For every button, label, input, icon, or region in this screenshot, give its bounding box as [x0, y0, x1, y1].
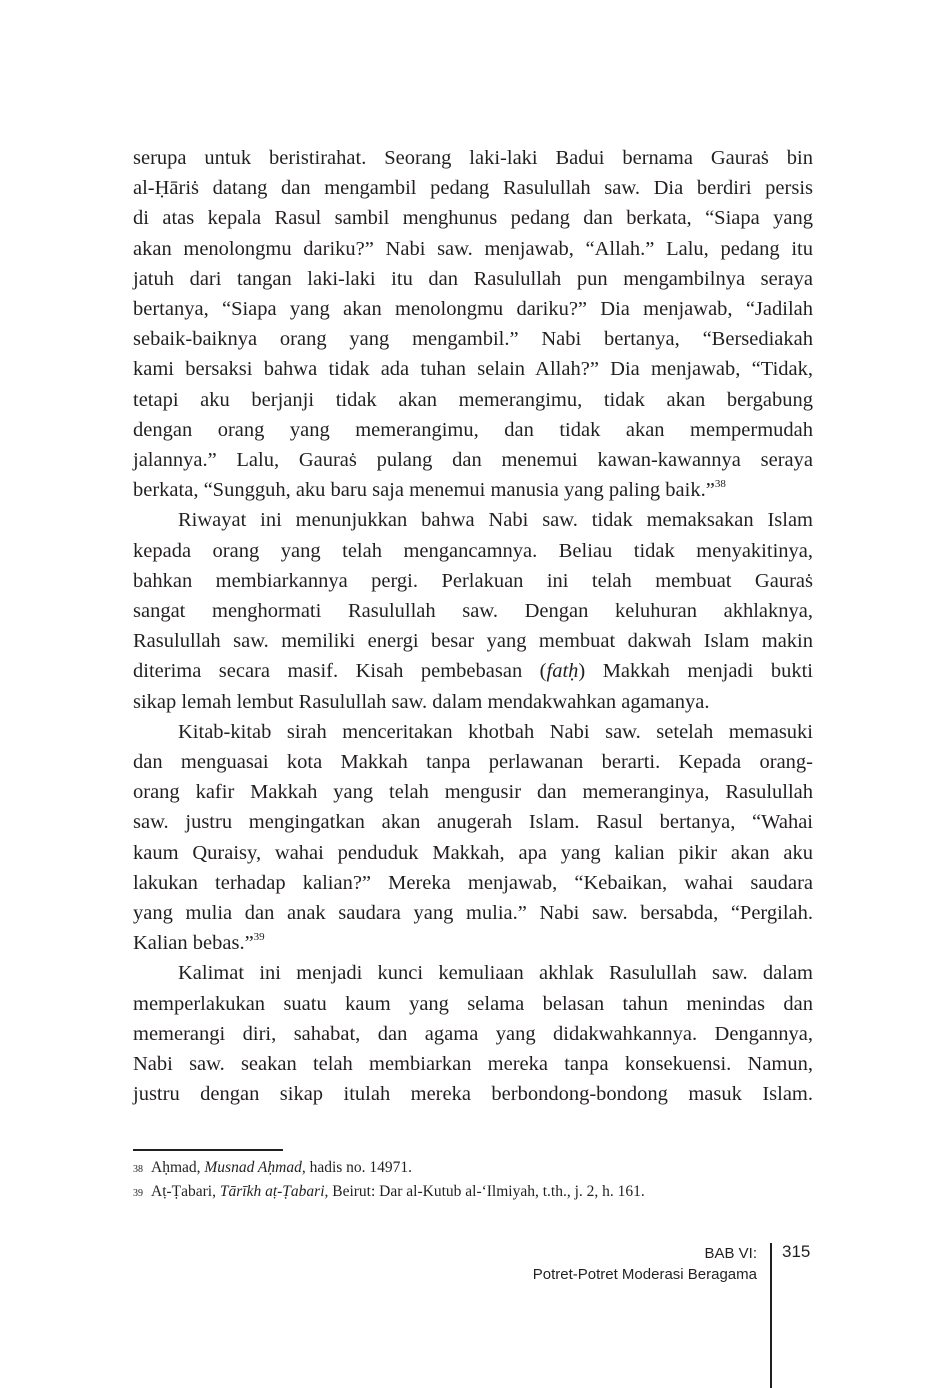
page-number: 315 [782, 1242, 811, 1261]
footnote-rule [133, 1149, 283, 1151]
text-line [133, 324, 813, 354]
italic-term: fatḥ [546, 660, 579, 683]
paragraph [133, 143, 813, 505]
text-run: yang mulia dan anak saudara yang mulia.” Nabi saw. bersabda, “Pergilah. [133, 902, 813, 925]
text-line [133, 717, 813, 747]
text-line [133, 294, 813, 324]
text-line [133, 264, 813, 294]
text-line [133, 838, 813, 868]
text-run: Kalimat ini menjadi kunci kemuliaan akhlak Rasulullah saw. dalam [178, 962, 813, 985]
footnote-ref: 39 [253, 931, 265, 944]
footnote-text: , Beirut: Dar al-Kutub al-‘Ilmiyah, t.th., j. 2, h. 161. [324, 1183, 645, 1200]
text-run: kaum Quraisy, wahai penduduk Makkah, apa yang kalian pikir akan aku [133, 841, 813, 864]
text-run: lakukan terhadap kalian?” Mereka menjawab, “Kebaikan, wahai saudara [133, 871, 813, 894]
body-text [133, 143, 813, 1110]
text-line [133, 807, 813, 837]
footnote-number: 39 [133, 1188, 143, 1199]
text-run: al-Ḥāriṡ datang dan mengambil pedang Rasulullah saw. Dia berdiri persis [133, 177, 813, 200]
footnote-book-title: Tārīkh aṭ-Ṭabari [219, 1183, 325, 1200]
footer-divider [770, 1243, 772, 1388]
text-line [133, 898, 813, 928]
text-line [133, 1049, 813, 1079]
text-line [133, 536, 813, 566]
text-line [133, 475, 813, 505]
text-run: di atas kepala Rasul sambil menghunus pedang dan berkata, “Siapa yang [133, 207, 813, 230]
text-run: saw. justru mengingatkan akan anugerah Islam. Rasul bertanya, “Wahai [133, 811, 813, 834]
paragraph [133, 958, 813, 1109]
text-run: ) Makkah menjadi bukti [578, 660, 813, 683]
footnote-ref: 38 [714, 478, 726, 491]
text-line [133, 415, 813, 445]
text-run: sikap lemah lembut Rasulullah saw. dalam mendakwahkan agamanya. [133, 690, 710, 713]
text-run: Kalian bebas.” [133, 932, 254, 955]
text-run: Nabi saw. seakan telah membiarkan mereka tanpa konsekuensi. Namun, [133, 1053, 813, 1076]
text-run: berkata, “Sungguh, aku baru saja menemui manusia yang paling baik.” [133, 479, 715, 502]
text-line [133, 989, 813, 1019]
text-line [133, 868, 813, 898]
chapter-title: Potret-Potret Moderasi Beragama [532, 1266, 757, 1283]
text-run: memperlakukan suatu kaum yang selama belasan tahun menindas dan [133, 992, 813, 1015]
text-line [133, 354, 813, 384]
text-run: orang kafir Makkah yang telah mengusir dan memeranginya, Rasulullah [133, 781, 813, 804]
running-footer [533, 1243, 757, 1285]
footnote-text: Aṭ-Ṭabari, [151, 1183, 220, 1200]
text-line [133, 626, 813, 656]
text-line [133, 747, 813, 777]
footnote-book-title: Musnad Aḥmad [204, 1159, 302, 1176]
chapter-label: BAB VI: [704, 1245, 757, 1262]
text-run: dengan orang yang memerangimu, dan tidak akan mempermudah [133, 418, 813, 441]
text-line [133, 234, 813, 264]
text-run: jatuh dari tangan laki-laki itu dan Rasulullah pun mengambilnya seraya [133, 267, 813, 290]
text-line [133, 566, 813, 596]
text-line [133, 505, 813, 535]
text-run: akan menolongmu dariku?” Nabi saw. menjawab, “Allah.” Lalu, pedang itu [133, 237, 813, 260]
text-line [133, 928, 813, 958]
text-run: jalannya.” Lalu, Gauraṡ pulang dan menemui kawan-kawannya seraya [133, 449, 813, 472]
paragraph [133, 717, 813, 959]
footnote-38 [133, 1156, 645, 1180]
text-run: memerangi diri, sahabat, dan agama yang didakwahkannya. Dengannya, [133, 1022, 813, 1045]
text-line [133, 173, 813, 203]
text-run: diterima secara masif. Kisah pembebasan ( [133, 660, 547, 683]
text-line [133, 1079, 813, 1109]
text-line [133, 203, 813, 233]
text-line [133, 656, 813, 686]
footnote-text: Aḥmad, [151, 1159, 205, 1176]
text-run: Rasulullah saw. memiliki energi besar yang membuat dakwah Islam makin [133, 630, 813, 653]
text-run: kepada orang yang telah mengancamnya. Beliau tidak menyakitinya, [133, 539, 813, 562]
text-run: serupa untuk beristirahat. Seorang laki-laki Badui bernama Gauraṡ bin [133, 147, 813, 169]
text-run: Riwayat ini menunjukkan bahwa Nabi saw. tidak memaksakan Islam [178, 509, 813, 532]
text-line [133, 777, 813, 807]
text-run: dan menguasai kota Makkah tanpa perlawanan berarti. Kepada orang- [133, 751, 813, 774]
footnotes [133, 1156, 645, 1204]
text-run: sebaik-baiknya orang yang mengambil.” Nabi bertanya, “Bersediakah [133, 328, 813, 351]
footnote-text: , hadis no. 14971. [301, 1159, 413, 1176]
text-run: justru dengan sikap itulah mereka berbondong-bondong masuk Islam. [133, 1083, 813, 1106]
text-line [133, 687, 813, 717]
footnote-number: 38 [133, 1164, 143, 1175]
text-run: Kitab-kitab sirah menceritakan khotbah Nabi saw. setelah memasuki [178, 720, 813, 743]
paragraph [133, 505, 813, 716]
text-run: sangat menghormati Rasulullah saw. Dengan keluhuran akhlaknya, [133, 600, 813, 623]
text-line [133, 1019, 813, 1049]
text-run: tetapi aku berjanji tidak akan memerangimu, tidak akan bergabung [133, 388, 813, 411]
text-run: bertanya, “Siapa yang akan menolongmu dariku?” Dia menjawab, “Jadilah [133, 298, 813, 321]
text-run: kami bersaksi bahwa tidak ada tuhan selain Allah?” Dia menjawab, “Tidak, [133, 358, 813, 381]
text-line [133, 958, 813, 988]
text-line [133, 445, 813, 475]
text-line [133, 385, 813, 415]
footnote-39 [133, 1180, 645, 1204]
text-run: bahkan membiarkannya pergi. Perlakuan ini telah membuat Gauraṡ [133, 569, 813, 592]
text-line [133, 596, 813, 626]
text-line [133, 143, 813, 173]
